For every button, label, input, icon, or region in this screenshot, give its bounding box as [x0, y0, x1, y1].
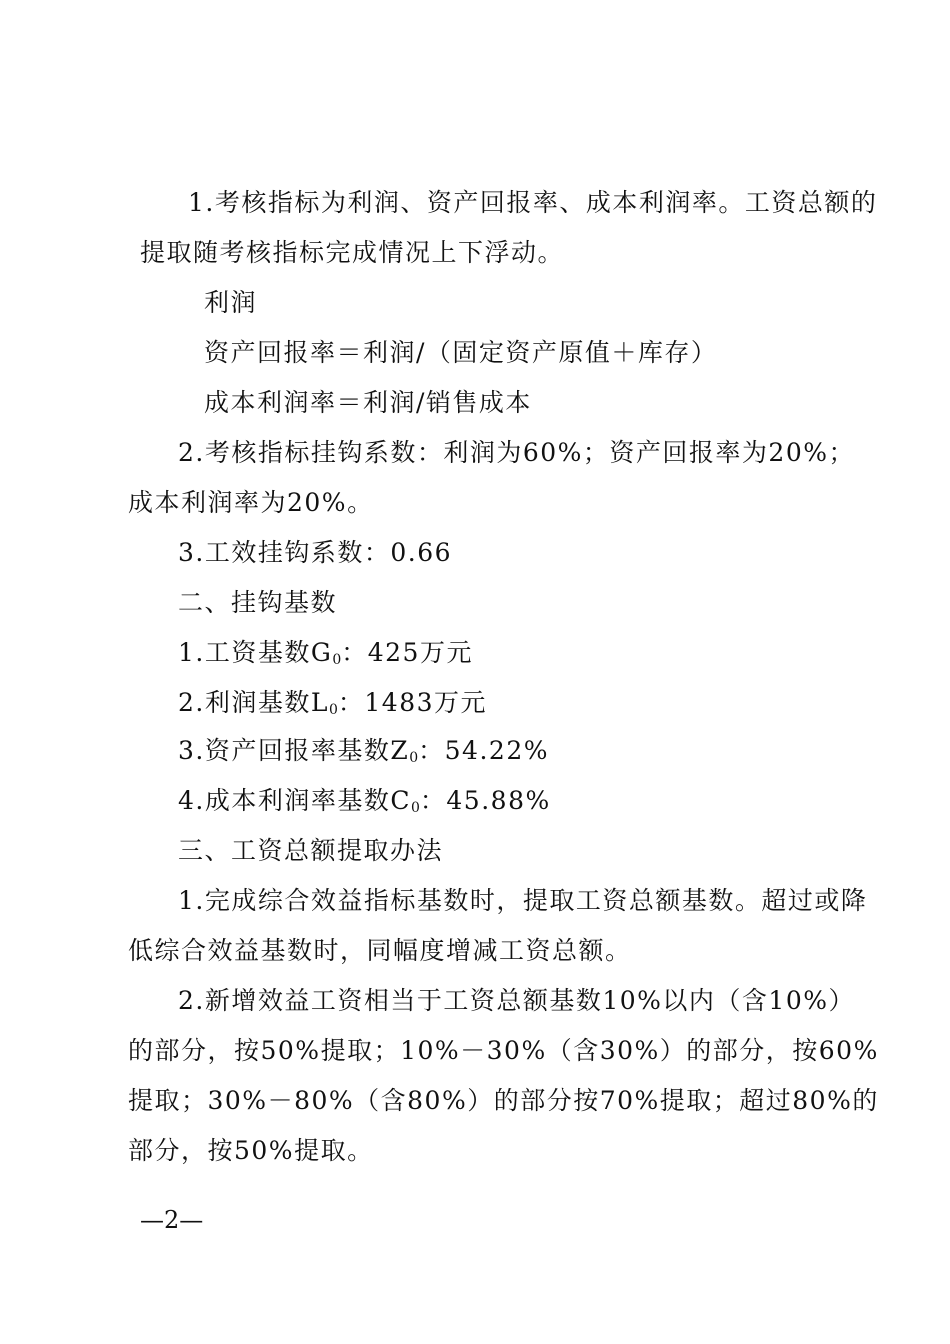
formula-line: 利润	[204, 288, 258, 317]
base-item-cost-profit: 4.成本利润率基数$C_0$：45.88%	[178, 786, 551, 816]
base-item-wage: 1.工资基数$G_0$：425万元	[178, 638, 473, 668]
paragraph-line: 2.新增效益工资相当于工资总额基数10%以内（含10%）	[178, 986, 855, 1015]
paragraph-line: 2.考核指标挂钩系数：利润为60%；资产回报率为20%；	[178, 438, 855, 467]
paragraph-line: 部分，按50%提取。	[128, 1136, 374, 1165]
base-item-profit: 2.利润基数$L_0$：1483万元	[178, 688, 488, 718]
section-heading: 二、挂钩基数	[178, 588, 338, 617]
paragraph-line: 1.完成综合效益指标基数时，提取工资总额基数。超过或降	[178, 886, 868, 915]
paragraph-line: 低综合效益基数时，同幅度增减工资总额。	[128, 936, 632, 965]
paragraph-line: 的部分，按50%提取；10%－30%（含30%）的部分，按60%	[128, 1036, 879, 1065]
page-number: —2—	[140, 1206, 204, 1234]
paragraph-line: 3.工效挂钩系数：0.66	[178, 538, 453, 567]
paragraph-line: 1.考核指标为利润、资产回报率、成本利润率。工资总额的	[188, 188, 878, 217]
paragraph-line: 提取随考核指标完成情况上下浮动。	[140, 238, 565, 267]
formula-line: 成本利润率＝利润/销售成本	[204, 388, 532, 417]
base-item-asset-return: 3.资产回报率基数$Z_0$：54.22%	[178, 736, 549, 766]
section-heading: 三、工资总额提取办法	[178, 836, 444, 865]
paragraph-line: 提取；30%－80%（含80%）的部分按70%提取；超过80%的	[128, 1086, 879, 1115]
paragraph-line: 成本利润率为20%。	[128, 488, 374, 517]
formula-line: 资产回报率＝利润/（固定资产原值＋库存）	[204, 338, 718, 367]
